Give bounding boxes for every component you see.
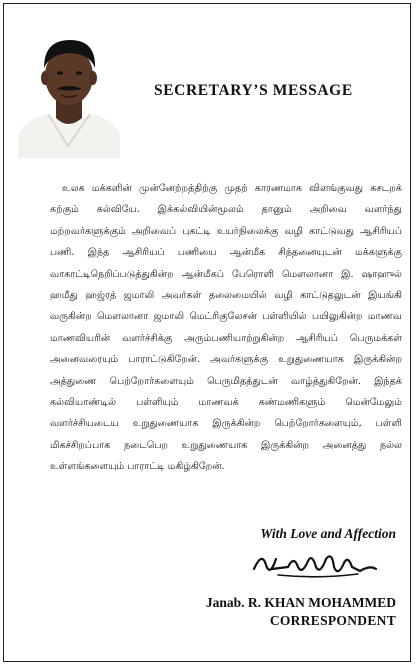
signatory-name: Janab. R. KHAN MOHAMMED: [205, 595, 396, 610]
portrait-photo: [18, 26, 120, 158]
page-title: SECRETARY’S MESSAGE: [154, 82, 353, 99]
signatory-role: CORRESPONDENT: [269, 613, 396, 628]
signature: [248, 547, 388, 581]
closing-salutation: With Love and Affection: [260, 526, 396, 541]
message-card: [3, 3, 411, 662]
message-body: உலக மக்களின் முன்னேற்றத்திற்கு முதற் காரணமாக விளங்குவது கசடறக் கற்கும் கல்வியே. இக்கல்வியின்மூலம் தானும் அறிவை வளர்ந்து மற்றவர்களுக்கும் அறிவைப் புகட்டி உயர்நிலைக்கு வழி காட்டுவது ஆசிரியப் பணி. இந்த ஆசிரியப் பணியை ஆன்மீக சிந்தனையுடன் மக்களுக்கு வாகாட்டிநெறிப்படுத்துகின்ற ஆன்மீகப் பேரொளி மௌலானா இ. ஷாஹுல் ஹமீது ஹஜ்ரத் ஜமாலி அவர்கள் தலைமையில் வழி காட்டுதலுடன் இயங்கி வருகின்ற மௌலானா ஜமாலி மெட்ரிகுலேசன் பள்ளியில் பயிலுகின்ற மாணவ மாணவியரின் வளர்ச்சிக்கு அரும்பணியாற்றுகின்ற ஆசிரியப் பெருமக்கள் அனைவரையும் பாராட்டுகிறேன். அவர்களுக்கு உறுதுணையாக இருக்கின்ற அத்துணை பெற்றோர்களையும் பெருமிதத்துடன் வாழ்த்துகிறேன். இந்தக் கல்வியாண்டில் பள்ளியும் மாணவக் கண்மணிகளும் மென்மேலும் வளர்ச்சியடைய உறுதுணையாக இருக்கின்ற பெற்றோர்களையும், பள்ளி மிகச்சிறப்பாக நடைபெற உறுதுணையாக இருக்கின்ற அனைத்து நல்ல உள்ளங்களையும் பாராட்டி மகிழ்கிறேன்.: [50, 183, 402, 473]
portrait-icon: [18, 26, 120, 158]
